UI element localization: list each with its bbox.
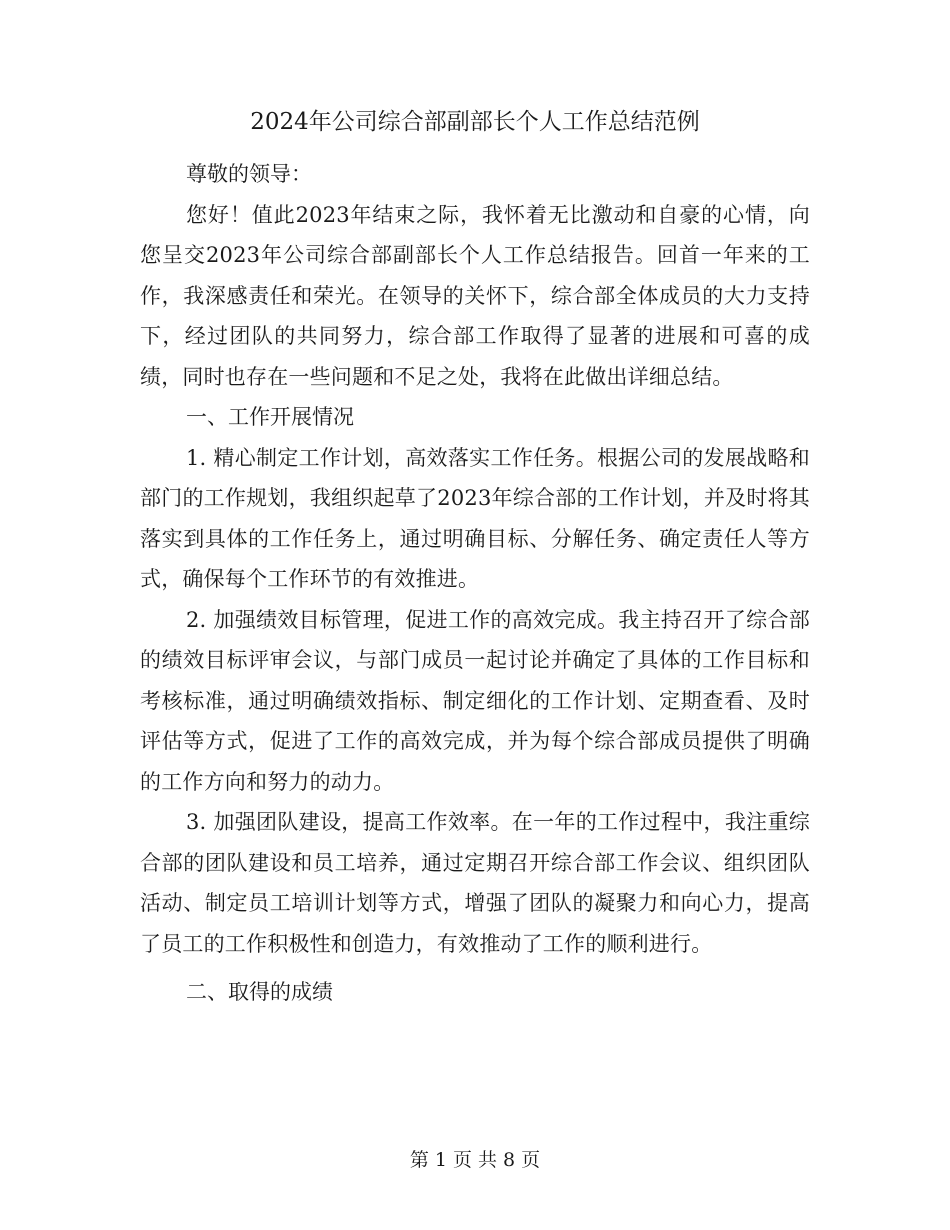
salutation: 尊敬的领导： — [186, 162, 312, 186]
work-item-1: 1. 精心制定工作计划，高效落实工作任务。根据公司的发展战略和部门的工作规划，我组织起草了2023年综合部的工作计划，并及时将其落实到具体的工作任务上，通过明确目标、分解任务、确定责任人等方式，确保每个工作环节的有效推进。 — [140, 445, 810, 591]
document-title: 2024年公司综合部副部长个人工作总结范例 — [250, 109, 700, 135]
section-heading-work: 一、工作开展情况 — [186, 405, 354, 429]
work-item-3: 3. 加强团队建设，提高工作效率。在一年的工作过程中，我注重综合部的团队建设和员工培养，通过定期召开综合部工作会议、组织团队活动、制定员工培训计划等方式，增强了团队的凝聚力和向心力，提高了员工的工作积极性和创造力，有效推动了工作的顺利进行。 — [140, 810, 810, 956]
section-heading-achievements: 二、取得的成绩 — [186, 980, 333, 1004]
page-number: 第 1 页 共 8 页 — [409, 1149, 541, 1171]
intro-paragraph: 您好！值此2023年结束之际，我怀着无比激动和自豪的心情，向您呈交2023年公司综合部副部长个人工作总结报告。回首一年来的工作，我深感责任和荣光。在领导的关怀下，综合部全体成员的大力支持下，经过团队的共同努力，综合部工作取得了显著的进展和可喜的成绩，同时也存在一些问题和不足之处，我将在此做出详细总结。 — [140, 202, 810, 389]
spacer — [140, 964, 810, 972]
work-item-2: 2. 加强绩效目标管理，促进工作的高效完成。我主持召开了综合部的绩效目标评审会议，与部门成员一起讨论并确定了具体的工作目标和考核标准，通过明确绩效指标、制定细化的工作计划、定期查看、及时评估等方式，促进了工作的高效完成，并为每个综合部成员提供了明确的工作方向和努力的动力。 — [140, 607, 810, 794]
document-body — [140, 154, 810, 1013]
